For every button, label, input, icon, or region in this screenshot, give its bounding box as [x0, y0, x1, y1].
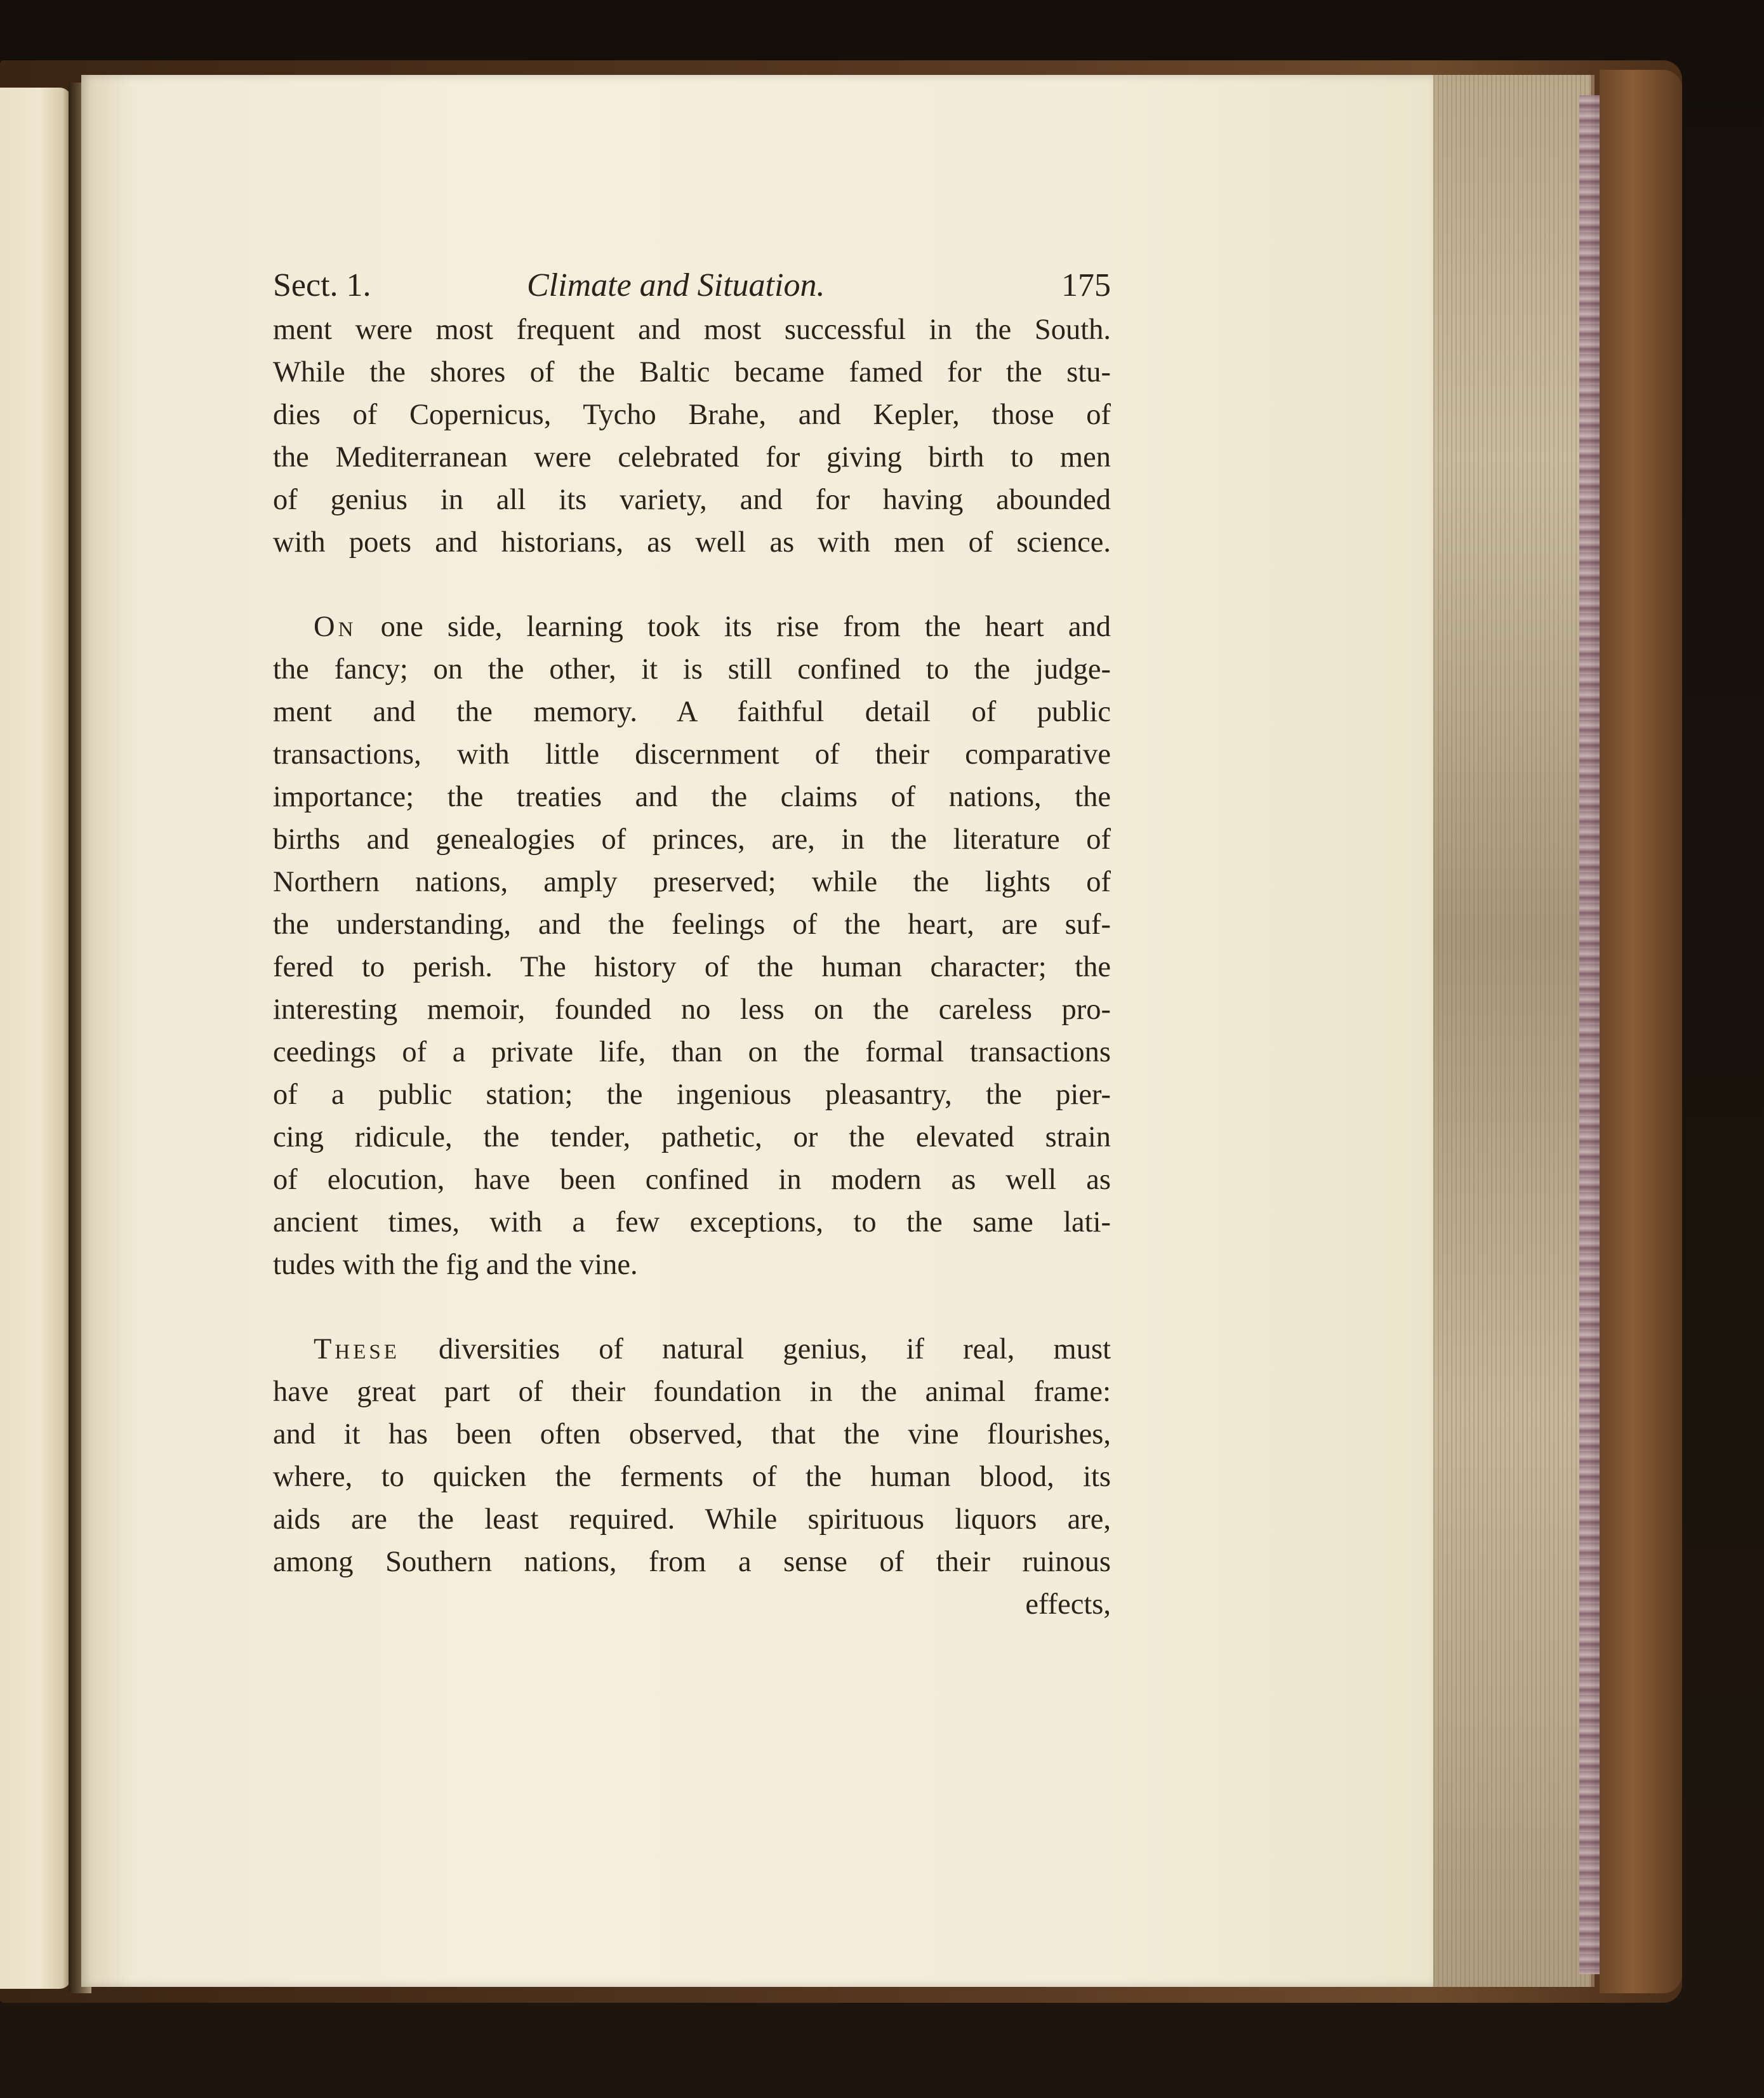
text-line: and it has been often observed, that the vine flourishes, [273, 1418, 1111, 1451]
text-line: the understanding, and the feelings of the heart, are suf- [273, 908, 1111, 941]
text-line: tudes with the fig and the vine. [273, 1249, 638, 1281]
paragraph-lead: These [314, 1333, 400, 1365]
text-line: While the shores of the Baltic became famed for the stu- [273, 356, 1111, 388]
text-line: ment were most frequent and most successful in the South. [273, 314, 1111, 346]
text-line: ment and the memory. A faithful detail of public [273, 696, 1111, 728]
text-line: of elocution, have been confined in modern as well as [273, 1164, 1111, 1196]
text-line: with poets and historians, as well as with men of science. [273, 526, 1111, 559]
paragraph-lead: On [314, 611, 357, 643]
text-line: among Southern nations, from a sense of their ruinous [273, 1546, 1111, 1578]
text-line [273, 606, 1111, 648]
text-line: fered to perish. The history of the human character; the [273, 951, 1111, 983]
text-line: ceedings of a private life, than on the formal transactions [273, 1036, 1111, 1068]
text-line: the Mediterranean were celebrated for giving birth to men [273, 441, 1111, 474]
text-span: one side, learning took its rise from the heart and [356, 611, 1111, 643]
left-page-edge [0, 88, 71, 1989]
text-block [273, 267, 1111, 1626]
text-line: dies of Copernicus, Tycho Brahe, and Kepler, those of [273, 399, 1111, 431]
text-line: where, to quicken the ferments of the human blood, its [273, 1461, 1111, 1493]
text-line [273, 1328, 1111, 1371]
cover-board [1600, 70, 1682, 1993]
running-head [273, 267, 1111, 309]
text-line: ancient times, with a few exceptions, to the same lati- [273, 1206, 1111, 1238]
text-line: aids are the least required. While spirituous liquors are, [273, 1503, 1111, 1536]
text-span: diversities of natural genius, if real, must [399, 1333, 1111, 1365]
text-line: transactions, with little discernment of their comparative [273, 738, 1111, 771]
marbled-edge [1579, 95, 1601, 1974]
page-number: 175 [1061, 267, 1111, 303]
text-line: cing ridicule, the tender, pathetic, or the elevated strain [273, 1121, 1111, 1153]
section-label: Sect. 1. [273, 267, 371, 303]
catchword: effects, [1025, 1588, 1111, 1621]
text-line: of genius in all its variety, and for having abounded [273, 484, 1111, 516]
text-line: importance; the treaties and the claims of nations, the [273, 781, 1111, 813]
page-fore-edge [1424, 75, 1595, 1987]
text-line: of a public station; the ingenious pleasantry, the pier- [273, 1079, 1111, 1111]
text-line: interesting memoir, founded no less on the careless pro- [273, 993, 1111, 1026]
text-line: the fancy; on the other, it is still confined to the judge- [273, 653, 1111, 686]
running-title: Climate and Situation. [527, 267, 825, 303]
paragraph-2 [273, 606, 1111, 1286]
text-line: Northern nations, amply preserved; while the lights of [273, 866, 1111, 898]
paragraph-1 [273, 309, 1111, 564]
paragraph-3 [273, 1328, 1111, 1583]
text-line: births and genealogies of princes, are, in the literature of [273, 823, 1111, 856]
text-line: have great part of their foundation in the animal frame: [273, 1376, 1111, 1408]
